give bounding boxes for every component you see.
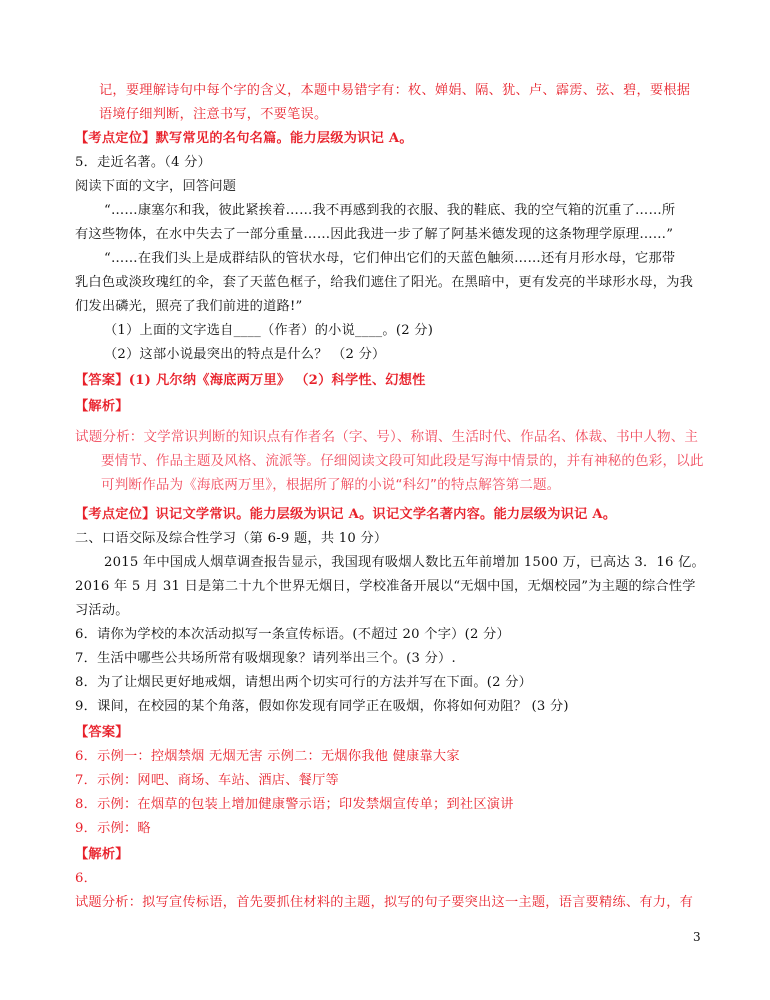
analysis-label: 【解析】 bbox=[75, 399, 129, 414]
text-line: 【考点定位】默写常见的名句名篇。能力层级为识记 A。 bbox=[75, 131, 413, 146]
quote-line: 乳白色或淡玫瑰红的伞，套了天蓝色框子，给我们遮住了阳光。在黑暗中，更有发亮的半球形水母，为我 bbox=[75, 275, 694, 290]
analysis-text: 试题分析：文学常识判断的知识点有作者名（字、号）、称谓、生活时代、作品名、体裁、书中人物、主 bbox=[75, 429, 699, 445]
text-line: 试题分析：拟写宣传标语，首先要抓住材料的主题，拟写的句子要突出这一主题，语言要精练、有力，有 bbox=[75, 895, 694, 910]
answer-line: 6．示例一：控烟禁烟 无烟无害 示例二：无烟你我他 健康靠大家 bbox=[75, 749, 460, 764]
analysis-text: 要情节、作品主题及风格、流派等。仔细阅读文段可知此段是写海中情景的，并有神秘的色彩，以此 bbox=[101, 453, 704, 469]
text-line: 习活动。 bbox=[75, 603, 129, 618]
answer-line: 9．示例：略 bbox=[75, 821, 151, 836]
quote-line: “……康塞尔和我，彼此紧挨着……我不再感到我的衣服、我的鞋底、我的空气箱的沉重了……所 bbox=[104, 203, 676, 218]
answer-line: 8．示例：在烟草的包装上增加健康警示语；印发禁烟宣传单；到社区演讲 bbox=[75, 797, 514, 812]
question-heading: 5．走近名著。（4 分） bbox=[75, 155, 212, 170]
text-line: 阅读下面的文字，回答问题 bbox=[75, 179, 237, 194]
text-line: 语境仔细判断，注意书写，不要笔误。 bbox=[99, 107, 328, 122]
analysis-label: 【解析】 bbox=[75, 847, 129, 862]
text-line: 6． bbox=[75, 871, 98, 886]
answer-label: 【答案】 bbox=[75, 725, 129, 740]
section-heading: 二、口语交际及综合性学习（第 6-9 题，共 10 分） bbox=[75, 531, 388, 546]
answer-line: 7．示例：网吧、商场、车站、酒店、餐厅等 bbox=[75, 773, 339, 788]
text-line: 2016 年 5 月 31 日是第二十九个世界无烟日，学校准备开展以“无烟中国，无烟校园”为主题的综合性学 bbox=[75, 579, 696, 594]
sub-question: （1）上面的文字选自____（作者）的小说____。(2 分) bbox=[104, 323, 434, 338]
question-line: 7．生活中哪些公共场所常有吸烟现象？请列举出三个。(3 分）. bbox=[75, 651, 456, 666]
text-line: 2015 年中国成人烟草调查报告显示，我国现有吸烟人数比五年前增加 1500 万，已高达 3．16 亿。 bbox=[104, 555, 705, 570]
quote-line: 有这些物体，在水中失去了一部分重量……因此我进一步了解了阿基米德发现的这条物理学原理……” bbox=[75, 227, 674, 242]
answer-line: 【答案】(1) 凡尔纳《海底两万里》 （2）科学性、幻想性 bbox=[75, 373, 426, 388]
quote-line: 们发出磷光，照亮了我们前进的道路!” bbox=[75, 299, 303, 314]
question-line: 9．课间，在校园的某个角落，假如你发现有同学正在吸烟，你将如何劝阻？ (3 分) bbox=[75, 699, 569, 714]
sub-question: （2）这部小说最突出的特点是什么？ （2 分） bbox=[104, 347, 386, 362]
page-number: 3 bbox=[693, 930, 701, 944]
question-line: 8．为了让烟民更好地戒烟，请想出两个切实可行的方法并写在下面。(2 分） bbox=[75, 675, 533, 690]
quote-line: “……在我们头上是成群结队的管状水母，它们伸出它们的天蓝色触须……还有月形水母，它那带 bbox=[104, 251, 676, 266]
analysis-text: 可判断作品为《海底两万里》，根据所了解的小说“科幻”的特点解答第二题。 bbox=[101, 477, 561, 493]
text-line: 记，要理解诗句中每个字的含义，本题中易错字有：枚、婵娟、隔、犹、卢、霹雳、弦、碧，要根据 bbox=[99, 83, 691, 98]
question-line: 6．请你为学校的本次活动拟写一条宣传标语。(不超过 20 个字）(2 分） bbox=[75, 627, 510, 642]
text-line: 【考点定位】识记文学常识。能力层级为识记 A。识记文学名著内容。能力层级为识记 A。 bbox=[75, 507, 617, 522]
